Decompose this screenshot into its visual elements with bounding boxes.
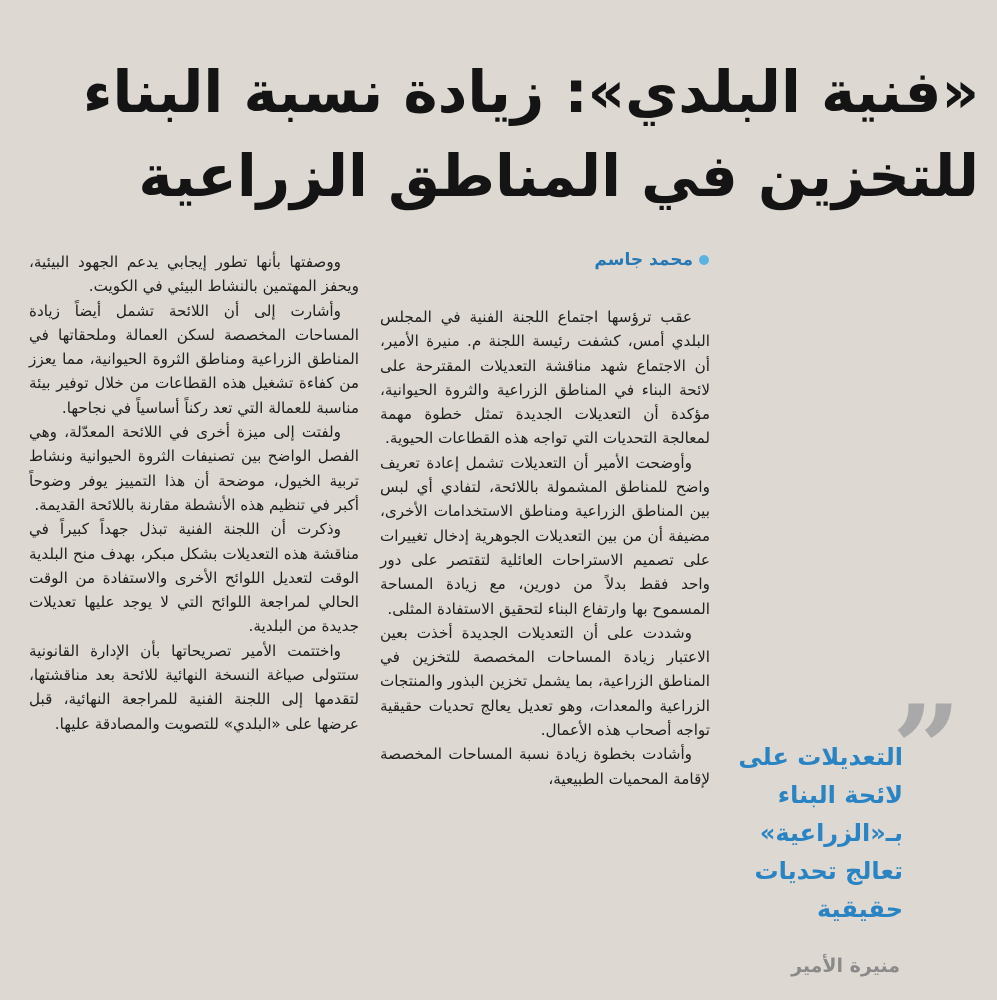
quote-mark-icon: ” — [892, 679, 962, 820]
paragraph: وأشادت بخطوة زيادة نسبة المساحات المخصصة لإقامة المحميات الطبيعية، — [380, 745, 710, 788]
paragraph: وأشارت إلى أن اللائحة تشمل أيضاً زيادة المساحات المخصصة لسكن العمالة وملحقاتها في المناطق الزراعية ومناطق الثروة الحيوانية، مما يعزز من كفاءة تشغيل هذه القطاعات من خلال توفير بيئة مناسبة للعمالة التي تعد ركناً أساسياً في نجاحها. — [29, 301, 359, 417]
article-column-2 — [29, 250, 359, 736]
paragraph: وأوضحت الأمير أن التعديلات تشمل إعادة تعريف واضح للمناطق المشمولة باللائحة، لتفادي أي لبس بين المناطق الزراعية ومناطق الاستخدامات الأخرى، مضيفة أن من بين التعديلات الجوهرية إدخال تغييرات على تصميم الاستراحات العائلية لتقتصر على دور واحد فقط بدلاً من دورين، مع زيادة المساحة المسموح بها وارتفاع البناء لتحقيق الاستفادة المثلى. — [380, 453, 710, 618]
paragraph: ووصفتها بأنها تطور إيجابي يدعم الجهود البيئية، ويحفز المهتمين بالنشاط البيئي في الكويت. — [29, 253, 359, 296]
paragraph: ولفتت إلى ميزة أخرى في اللائحة المعدّلة، وهي الفصل الواضح بين تصنيفات الثروة الحيوانية ونشاط تربية الخيول، موضحة أن هذا التمييز يوفر وضوحاً أكبر في تنظيم هذه الأنشطة مقارنة باللائحة القديمة. — [29, 423, 359, 514]
byline — [594, 250, 709, 270]
paragraph: عقب ترؤسها اجتماع اللجنة الفنية في المجلس البلدي أمس، كشفت رئيسة اللجنة م. منيرة الأمير، أن الاجتماع شهد مناقشة التعديلات المقترحة على لائحة البناء في المناطق الزراعية والثروة الحيوانية، مؤكدة أن التعديلات الجديدة تمثل خطوة مهمة لمعالجة التحديات التي تواجه هذه القطاعات الحيوية. — [380, 308, 710, 448]
pull-quote-author: منيرة الأمير — [791, 955, 900, 977]
headline-line-1: «فنية البلدي»: زيادة نسبة البناء — [82, 58, 979, 126]
author-name: محمد جاسم — [594, 250, 693, 270]
headline — [19, 50, 979, 218]
article-column-1 — [380, 305, 710, 791]
pull-quote: التعديلات على لائحة البناء بـ«الزراعية» تعالج تحديات حقيقية — [738, 743, 903, 923]
paragraph: واختتمت الأمير تصريحاتها بأن الإدارة القانونية ستتولى صياغة النسخة النهائية للائحة بعد مناقشتها، لتقدمها إلى اللجنة الفنية للمراجعة النهائية، قبل عرضها على «البلدي» للتصويت والمصادقة عليها. — [29, 641, 359, 733]
paragraph: وذكرت أن اللجنة الفنية تبذل جهداً كبيراً في مناقشة هذه التعديلات بشكل مبكر، بهدف منح البلدية الوقت لتعديل اللوائح الأخرى والاستفادة من الوقت الحالي لمراجعة اللوائح التي لا يوجد عليها تعديلات جديدة من البلدية. — [29, 520, 359, 636]
headline-line-2: للتخزين في المناطق الزراعية — [138, 142, 979, 210]
byline-dot-icon — [699, 255, 709, 265]
paragraph: وشددت على أن التعديلات الجديدة أخذت بعين الاعتبار زيادة المساحات المخصصة للتخزين في المناطق الزراعية، بما يشمل تخزين البذور والمنتجات الزراعية والمعدات، وهو تعديل يعالج تحديات حقيقية تواجه أصحاب هذه الأعمال. — [380, 623, 710, 740]
